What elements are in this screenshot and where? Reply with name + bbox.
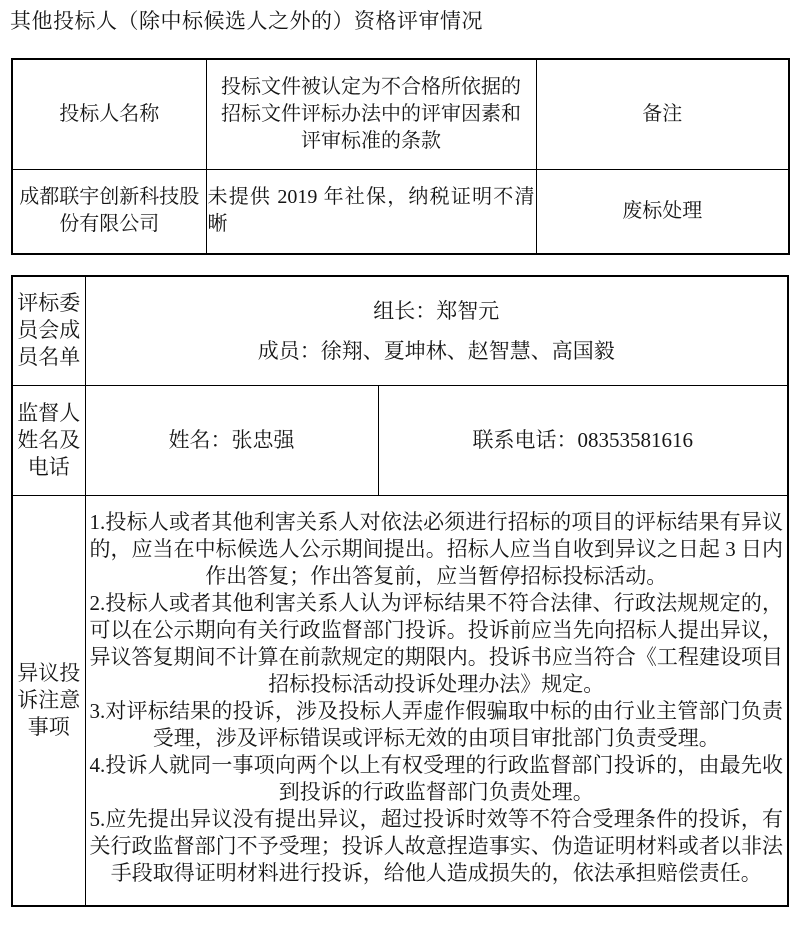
notice-label: 异议投诉注意事项 bbox=[12, 495, 85, 906]
notice-item-3: 3.对评标结果的投诉，涉及投标人弄虚作假骗取中标的由行业主管部门负责受理，涉及评标错误或评标无效的由项目审批部门负责受理。 bbox=[89, 698, 783, 750]
committee-label: 评标委员会成员名单 bbox=[12, 276, 85, 385]
supervisor-name-cell: 姓名：张忠强 bbox=[85, 385, 378, 495]
supervisor-label: 监督人姓名及电话 bbox=[12, 385, 85, 495]
notice-item-2: 2.投标人或者其他利害关系人认为评标结果不符合法律、行政法规规定的，可以在公示期向有关行政监督部门投诉。投诉前应当先向招标人提出异议，异议答复期间不计算在前款规定的期限内。投诉书应当符合《工程建设项目招标投标活动投诉处理办法》规定。 bbox=[89, 590, 783, 696]
supervisor-row bbox=[12, 385, 788, 495]
remark-cell: 废标处理 bbox=[536, 169, 789, 254]
committee-members: 成员：徐翔、夏坤林、赵智慧、高国毅 bbox=[257, 338, 615, 363]
notice-item-1: 1.投标人或者其他利害关系人对依法必须进行招标的项目的评标结果有异议的，应当在中标候选人公示期间提出。招标人应当自收到异议之日起 3 日内作出答复；作出答复前，应当暂停招标投标活动。 bbox=[89, 509, 783, 588]
notice-content-cell bbox=[85, 495, 788, 906]
notice-item-4: 4.投诉人就同一事项向两个以上有权受理的行政监督部门投诉的，由最先收到投诉的行政监督部门负责处理。 bbox=[89, 752, 783, 804]
unqualified-bidders-table bbox=[11, 58, 790, 255]
committee-leader: 组长：郑智元 bbox=[373, 298, 500, 323]
table-row bbox=[12, 169, 789, 254]
header-rejection-basis: 投标文件被认定为不合格所依据的招标文件评标办法中的评审因素和评审标准的条款 bbox=[206, 59, 536, 169]
notice-item-5: 5.应先提出异议没有提出异议，超过投诉时效等不符合受理条件的投诉，有关行政监督部门不予受理；投诉人故意捏造事实、伪造证明材料或者以非法手段取得证明材料进行投诉，给他人造成损失的，依法承担赔偿责任。 bbox=[89, 806, 783, 885]
bidder-name-cell: 成都联宇创新科技股份有限公司 bbox=[12, 169, 206, 254]
page-title: 其他投标人（除中标候选人之外的）资格评审情况 bbox=[10, 9, 483, 33]
committee-members-cell bbox=[85, 276, 788, 385]
evaluation-info-table bbox=[11, 275, 789, 907]
table-header-row bbox=[12, 59, 789, 169]
notice-row bbox=[12, 495, 788, 906]
committee-row bbox=[12, 276, 788, 385]
rejection-reason-cell: 未提供 2019 年社保，纳税证明不清晰 bbox=[206, 169, 536, 254]
header-remark: 备注 bbox=[536, 59, 789, 169]
supervisor-phone-cell: 联系电话：08353581616 bbox=[378, 385, 788, 495]
header-bidder-name: 投标人名称 bbox=[12, 59, 206, 169]
